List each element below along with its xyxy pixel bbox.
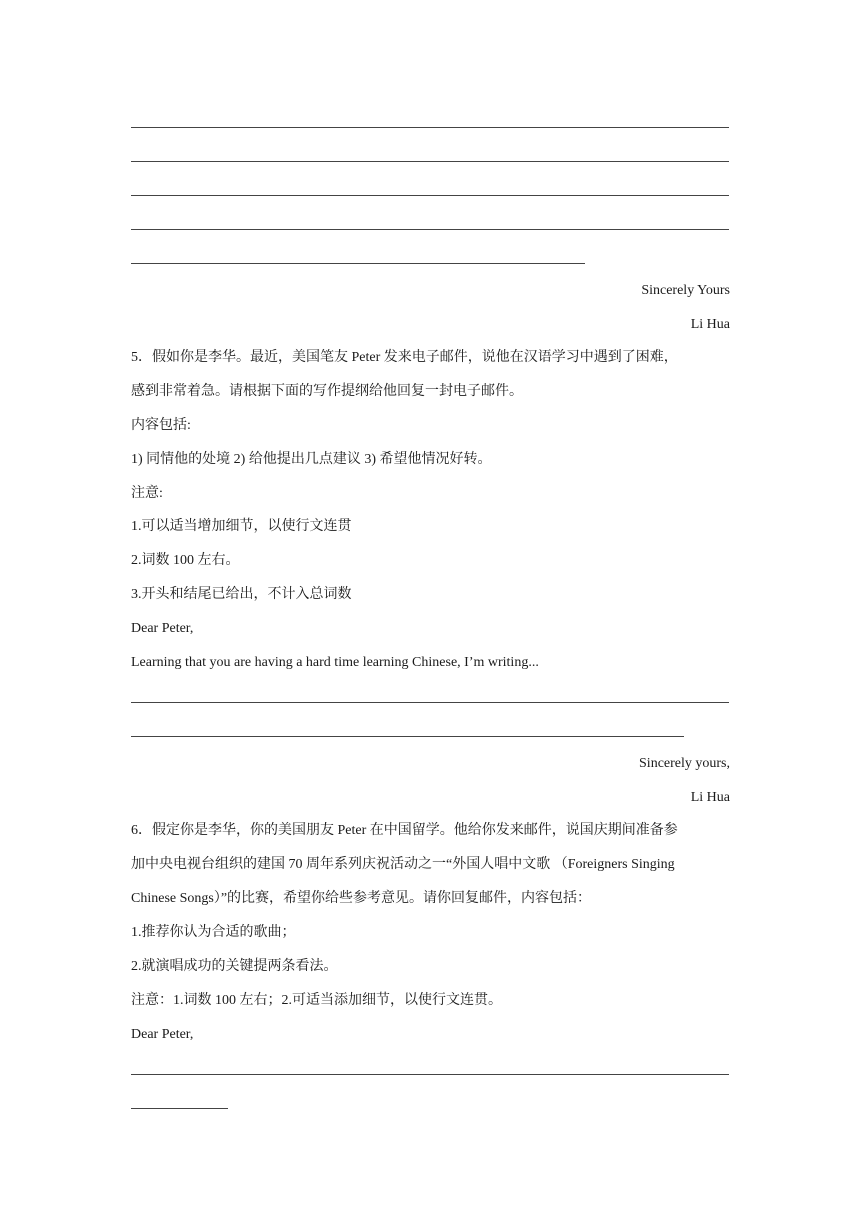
answer-line	[131, 263, 585, 264]
answer-line	[131, 195, 729, 196]
q5-prompt-line1: 5．假如你是李华。最近，美国笔友 Peter 发来电子邮件，说他在汉语学习中遇到了困难，	[131, 350, 678, 365]
answer-line	[131, 736, 684, 737]
q5-sign-off: Sincerely yours,	[639, 756, 730, 771]
q4-sign-off: Sincerely Yours	[641, 283, 730, 298]
q6-notes: 注意：1.词数 100 左右；2.可适当添加细节，以使行文连贯。	[131, 993, 502, 1008]
q5-signature-name: Li Hua	[690, 790, 730, 805]
answer-line	[131, 1108, 228, 1109]
q5-note-2: 2.词数 100 左右。	[131, 553, 240, 568]
q6-point-1: 1.推荐你认为合适的歌曲；	[131, 925, 296, 940]
q5-notes-label: 注意:	[131, 486, 163, 501]
q6-point-2: 2.就演唱成功的关键提两条看法。	[131, 959, 338, 974]
q4-signature-name: Li Hua	[690, 317, 730, 332]
q5-prompt-line2: 感到非常着急。请根据下面的写作提纲给他回复一封电子邮件。	[131, 384, 523, 399]
q5-salutation: Dear Peter,	[131, 621, 194, 636]
q5-content-points: 1) 同情他的处境 2) 给他提出几点建议 3) 希望他情况好转。	[131, 452, 492, 467]
answer-line	[131, 127, 729, 128]
q5-content-label: 内容包括:	[131, 418, 191, 433]
q5-note-3: 3.开头和结尾已给出，不计入总词数	[131, 587, 352, 602]
answer-line	[131, 1074, 729, 1075]
answer-line	[131, 161, 729, 162]
q6-salutation: Dear Peter,	[131, 1027, 194, 1042]
answer-line	[131, 229, 729, 230]
q6-prompt-line1: 6．假定你是李华，你的美国朋友 Peter 在中国留学。他给你发来邮件，说国庆期间准备参	[131, 823, 678, 838]
q5-opening-sentence: Learning that you are having a hard time learning Chinese, I’m writing...	[131, 655, 539, 670]
q5-note-1: 1.可以适当增加细节，以使行文连贯	[131, 519, 352, 534]
answer-line	[131, 702, 729, 703]
q6-prompt-line2: 加中央电视台组织的建国 70 周年系列庆祝活动之一“外国人唱中文歌 （Foreigners Singing	[131, 857, 675, 872]
q6-prompt-line3: Chinese Songs）”的比赛，希望你给些参考意见。请你回复邮件，内容包括：	[131, 891, 592, 906]
